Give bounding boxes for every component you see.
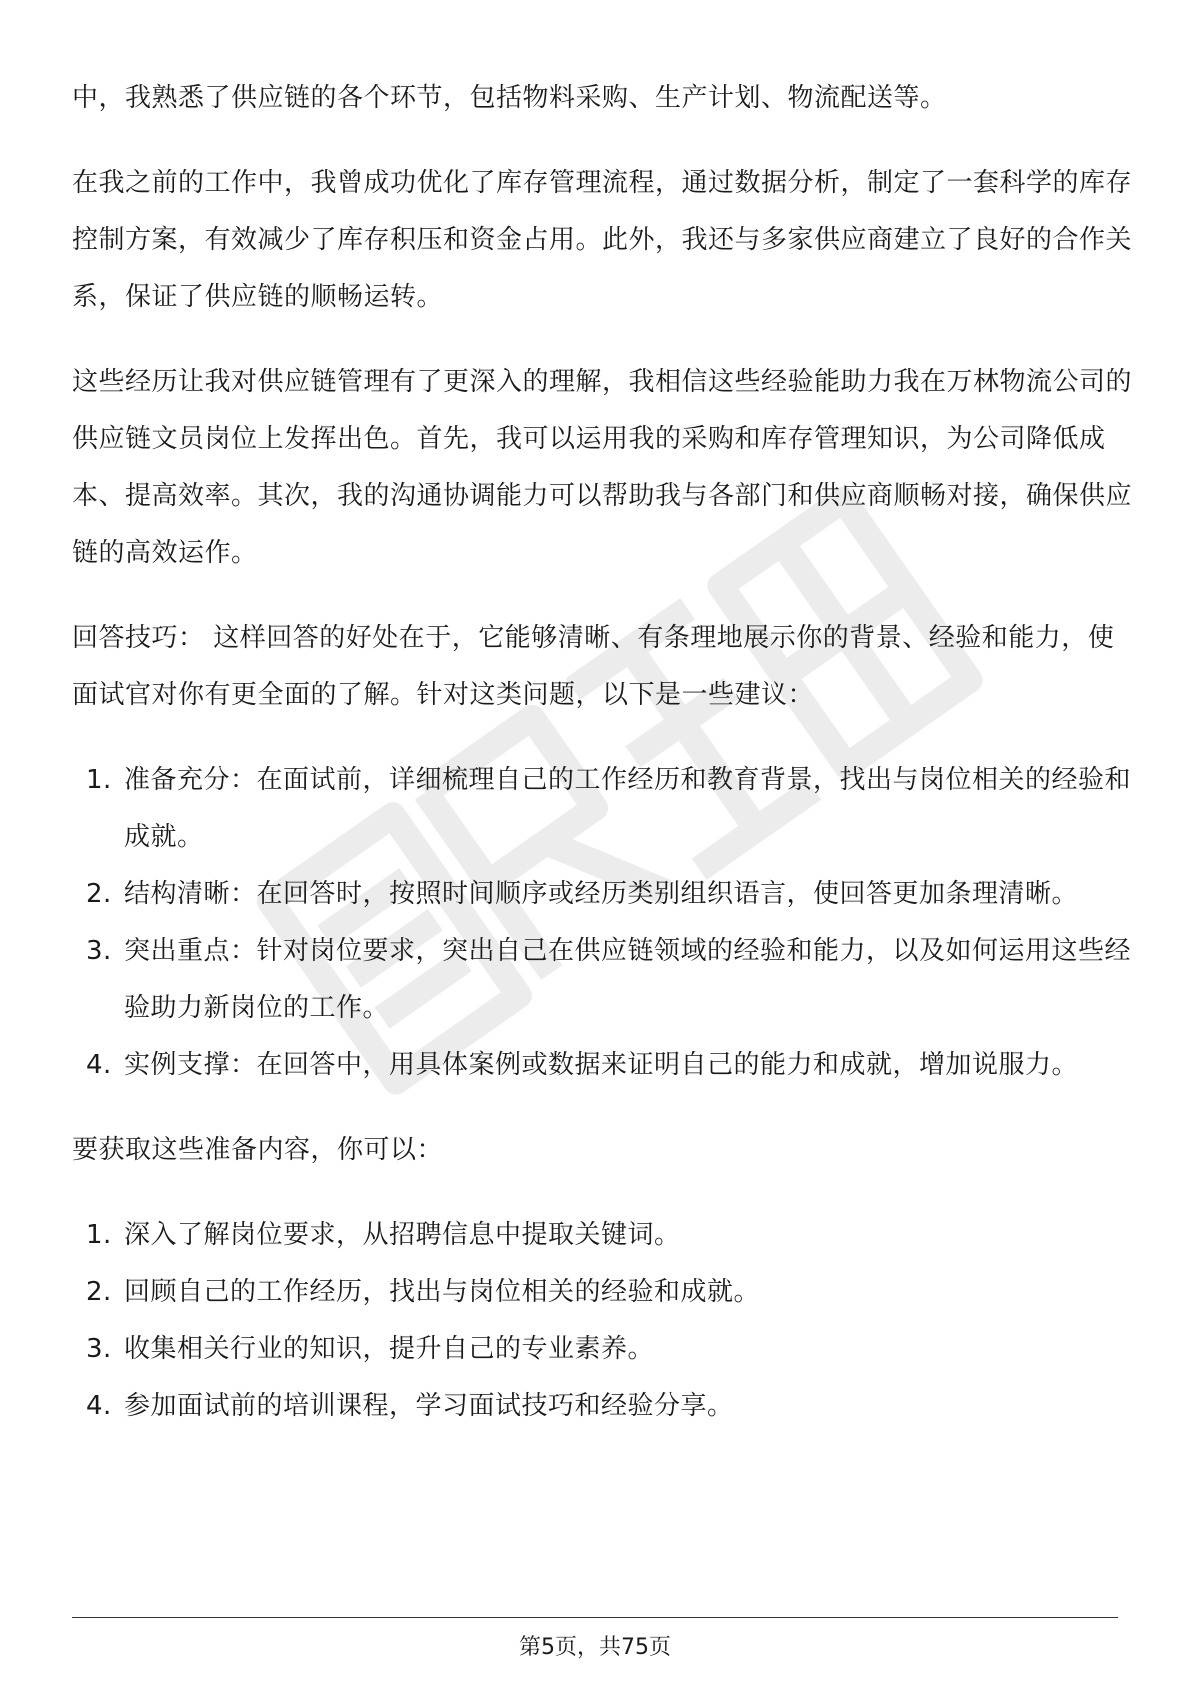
list-number: 3.: [86, 936, 112, 966]
list-number: 1.: [86, 1220, 112, 1250]
list-item: [72, 1207, 1132, 1264]
page-number: 第5页，共75页: [519, 1635, 671, 1660]
list-text: 回顾自己的工作经历，找出与岗位相关的经验和成就。: [124, 1277, 761, 1307]
list-number: 1.: [86, 765, 112, 795]
prep-list: [72, 1207, 1132, 1435]
list-text: 实例支撑：在回答中，用具体案例或数据来证明自己的能力和成就，增加说服力。: [124, 1050, 1079, 1080]
list-item: [72, 1321, 1132, 1378]
list-item: [72, 1378, 1132, 1435]
document-body: [72, 70, 1132, 1463]
paragraph-inventory-work: 在我之前的工作中，我曾成功优化了库存管理流程，通过数据分析，制定了一套科学的库存控制方案，有效减少了库存积压和资金占用。此外，我还与多家供应商建立了良好的合作关系，保证了供应链的顺畅运转。: [72, 168, 1133, 312]
list-number: 2.: [86, 879, 112, 909]
list-item: [72, 923, 1132, 1037]
list-text: 收集相关行业的知识，提升自己的专业素养。: [124, 1334, 655, 1364]
list-item: [72, 1037, 1132, 1094]
tips-list: [72, 752, 1132, 1094]
list-text: 突出重点：针对岗位要求，突出自己在供应链领域的经验和能力，以及如何运用这些经验助力新岗位的工作。: [124, 936, 1132, 1023]
paragraph-prep-intro: 要获取这些准备内容，你可以：: [72, 1135, 444, 1165]
paragraph-understanding: 这些经历让我对供应链管理有了更深入的理解，我相信这些经验能助力我在万林物流公司的供应链文员岗位上发挥出色。首先，我可以运用我的采购和库存管理知识，为公司降低成本、提高效率。其次，我的沟通协调能力可以帮助我与各部门和供应商顺畅对接，确保供应链的高效运作。: [72, 367, 1133, 568]
list-item: [72, 1264, 1132, 1321]
list-number: 4.: [86, 1050, 112, 1080]
footer-divider: [72, 1617, 1118, 1618]
paragraph-experience-intro: 中，我熟悉了供应链的各个环节，包括物料采购、生产计划、物流配送等。: [72, 83, 947, 113]
list-number: 2.: [86, 1277, 112, 1307]
list-text: 准备充分：在面试前，详细梳理自己的工作经历和教育背景，找出与岗位相关的经验和成就。: [124, 765, 1132, 852]
list-number: 3.: [86, 1334, 112, 1364]
list-text: 参加面试前的培训课程，学习面试技巧和经验分享。: [124, 1391, 734, 1421]
paragraph-answer-tips: 回答技巧： 这样回答的好处在于，它能够清晰、有条理地展示你的背景、经验和能力，使面试官对你有更全面的了解。针对这类问题，以下是一些建议：: [72, 623, 1115, 710]
list-item: [72, 752, 1132, 866]
list-text: 深入了解岗位要求，从招聘信息中提取关键词。: [124, 1220, 681, 1250]
list-number: 4.: [86, 1391, 112, 1421]
list-text: 结构清晰：在回答时，按照时间顺序或经历类别组织语言，使回答更加条理清晰。: [124, 879, 1079, 909]
list-item: [72, 866, 1132, 923]
